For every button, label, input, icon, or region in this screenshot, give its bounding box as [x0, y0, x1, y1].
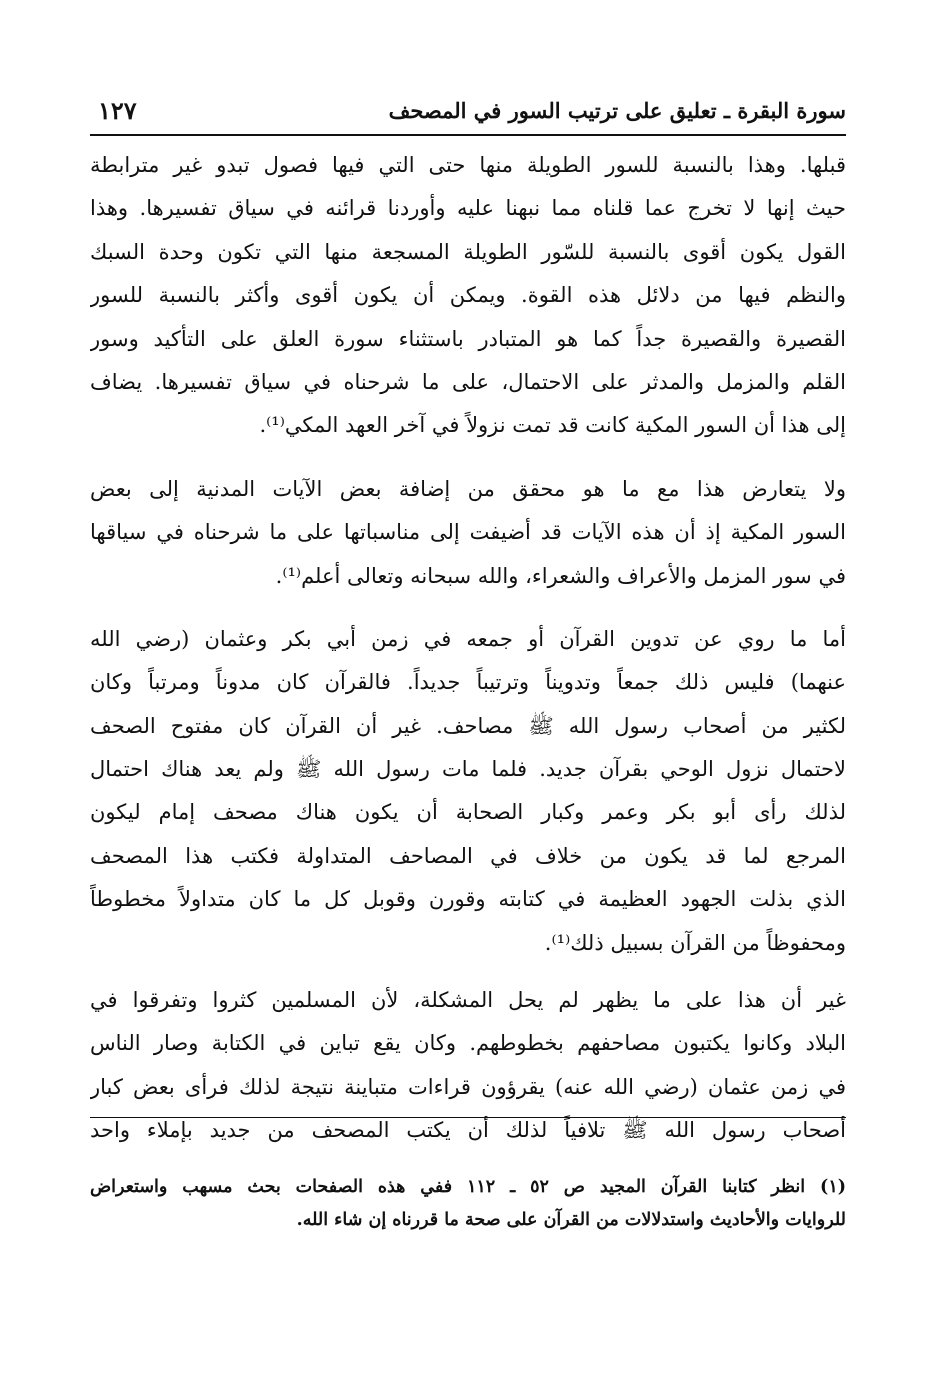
- page-number: ١٢٧: [98, 96, 137, 125]
- footnote-separator: [90, 1117, 846, 1118]
- text-line: أصحاب رسول الله ﷺ تلافياً لذلك أن يكتب المصحف من جديد بإملاء واحد: [90, 1118, 846, 1143]
- text-line: البلاد وكانوا يكتبون مصاحفهم بخطوطهم. وكان يقع تباين في الكتابة وصار الناس: [90, 1031, 846, 1056]
- text-line: ولا يتعارض هذا مع ما هو محقق من إضافة بعض الآيات المدنية إلى بعض: [90, 476, 846, 501]
- text-line: الذي بذلت الجهود العظيمة في كتابته وقورن وقوبل كل ما كان متداولاً مخطوطاً: [90, 887, 846, 912]
- text-line: القلم والمزمل والمدثر على الاحتمال، على ما شرحناه في سياق تفسيرها. يضاف: [90, 369, 846, 394]
- text-line: السور المكية إذ أن هذه الآيات قد أضيفت إلى مناسباتها على ما شرحناه في سياقها: [90, 520, 846, 545]
- paragraph-2: [90, 468, 846, 598]
- text-line: لاحتمال نزول الوحي بقرآن جديد. فلما مات رسول الله ﷺ ولم يعد هناك احتمال: [90, 757, 846, 782]
- book-page: [90, 92, 846, 1153]
- paragraph-spacer: [90, 965, 846, 979]
- paragraph-spacer: [90, 598, 846, 618]
- footnote-line: (١) انظر كتابنا القرآن المجيد ص ٥٢ ـ ١١٢ ففي هذه الصفحات بحث مسهب واستعراض: [90, 1177, 846, 1197]
- text-line: في سور المزمل والأعراف والشعراء، والله سبحانه وتعالى أعلم⁽¹⁾.: [275, 563, 846, 588]
- text-line: لكثير من أصحاب رسول الله ﷺ مصاحف. غير أن القرآن كان مفتوح الصحف: [90, 713, 846, 738]
- text-line: والنظم فيها من دلائل هذه القوة. ويمكن أن يكون أقوى وأكثر بالنسبة للسور: [90, 283, 846, 308]
- footnote-line: للروايات والأحاديث واستدلالات من القرآن على صحة ما قررناه إن شاء الله.: [296, 1210, 846, 1230]
- paragraph-1: [90, 144, 846, 448]
- text-line: القول يكون أقوى بالنسبة للسّور الطويلة المسجعة منها التي تكون وحدة السبك: [90, 239, 846, 264]
- page-header: [90, 92, 846, 136]
- footnote: [90, 1171, 846, 1237]
- text-line: أما ما روي عن تدوين القرآن أو جمعه في زمن أبي بكر وعثمان (رضي الله: [90, 626, 846, 651]
- text-line: في زمن عثمان (رضي الله عنه) يقرؤون قراءات متباينة نتيجة لذلك فرأى بعض كبار: [90, 1074, 846, 1099]
- text-line: حيث إنها لا تخرج عما قلناه مما نبهنا عليه وأوردنا قرائنه في سياق تفسيرها. وهذا: [90, 196, 846, 221]
- paragraph-spacer: [90, 448, 846, 468]
- text-line: قبلها. وهذا بالنسبة للسور الطويلة منها حتى التي فيها فصول تبدو غير مترابطة: [90, 153, 846, 177]
- text-line: لذلك رأى أبو بكر وعمر وكبار الصحابة أن يكون هناك مصحف إمام ليكون: [90, 800, 846, 825]
- paragraph-4: [90, 979, 846, 1153]
- body-text: [90, 144, 846, 1153]
- running-title: سورة البقرة ـ تعليق على ترتيب السور في المصحف: [388, 98, 846, 123]
- text-line: المرجع لما قد يكون من خلاف في المصاحف المتداولة فكتب هذا المصحف: [90, 843, 846, 868]
- paragraph-3: [90, 618, 846, 965]
- text-line: غير أن هذا على ما يظهر لم يحل المشكلة، لأن المسلمين كثروا وتفرقوا في: [90, 988, 846, 1013]
- text-line: ومحفوظاً من القرآن بسبيل ذلك⁽¹⁾.: [544, 930, 846, 955]
- text-line: إلى هذا أن السور المكية كانت قد تمت نزولاً في آخر العهد المكي⁽¹⁾.: [259, 413, 846, 438]
- text-line: القصيرة والقصيرة جداً كما هو المتبادر باستثناء سورة العلق على التأكيد وسور: [90, 326, 846, 351]
- text-line: عنهما) فليس ذلك جمعاً وتدويناً وترتيباً جديداً. فالقرآن كان مدوناً ومرتباً وكان: [90, 670, 846, 695]
